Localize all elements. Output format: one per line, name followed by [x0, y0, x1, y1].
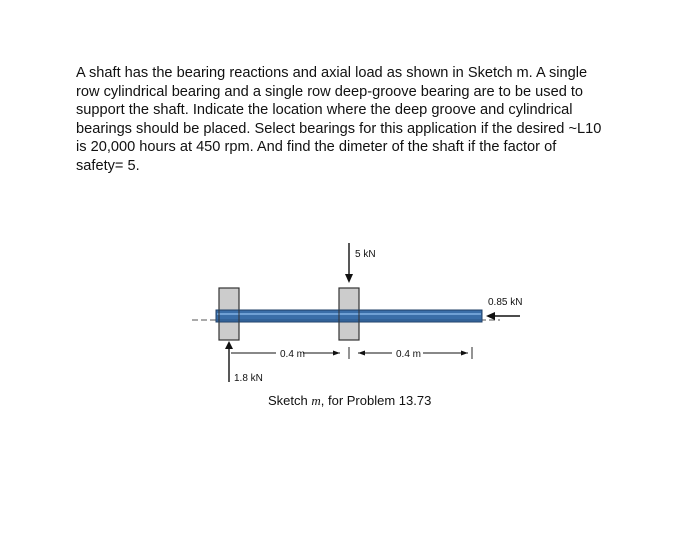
dimension-arrow-head [333, 351, 340, 356]
axial-load-label: 0.85 kN [488, 297, 523, 308]
problem-line: support the shaft. Indicate the location where the deep groove and cylindrical [76, 102, 573, 119]
load-top-label: 5 kN [355, 249, 376, 260]
dimension-arrow-head [461, 351, 468, 356]
load-arrow-head [345, 274, 353, 283]
sketch-caption: Sketch m, for Problem 13.73 [268, 393, 432, 408]
problem-line: bearings should be placed. Select bearings for this application if the desired ~L10 [76, 120, 602, 137]
span-2-label: 0.4 m [396, 349, 422, 360]
axial-arrow-head [486, 312, 495, 320]
problem-line: row cylindrical bearing and a single row deep-groove bearing are to be used to [76, 83, 584, 100]
reaction-arrow-head [225, 341, 233, 349]
problem-line: safety= 5. [76, 157, 140, 174]
reaction-label: 1.8 kN [234, 373, 263, 384]
problem-line: A shaft has the bearing reactions and axial load as shown in Sketch m. A single [76, 65, 588, 81]
problem-line: is 20,000 hours at 450 rpm. And find the dimeter of the shaft if the factor of [76, 139, 557, 156]
span-1-label: 0.4 m [280, 349, 306, 360]
